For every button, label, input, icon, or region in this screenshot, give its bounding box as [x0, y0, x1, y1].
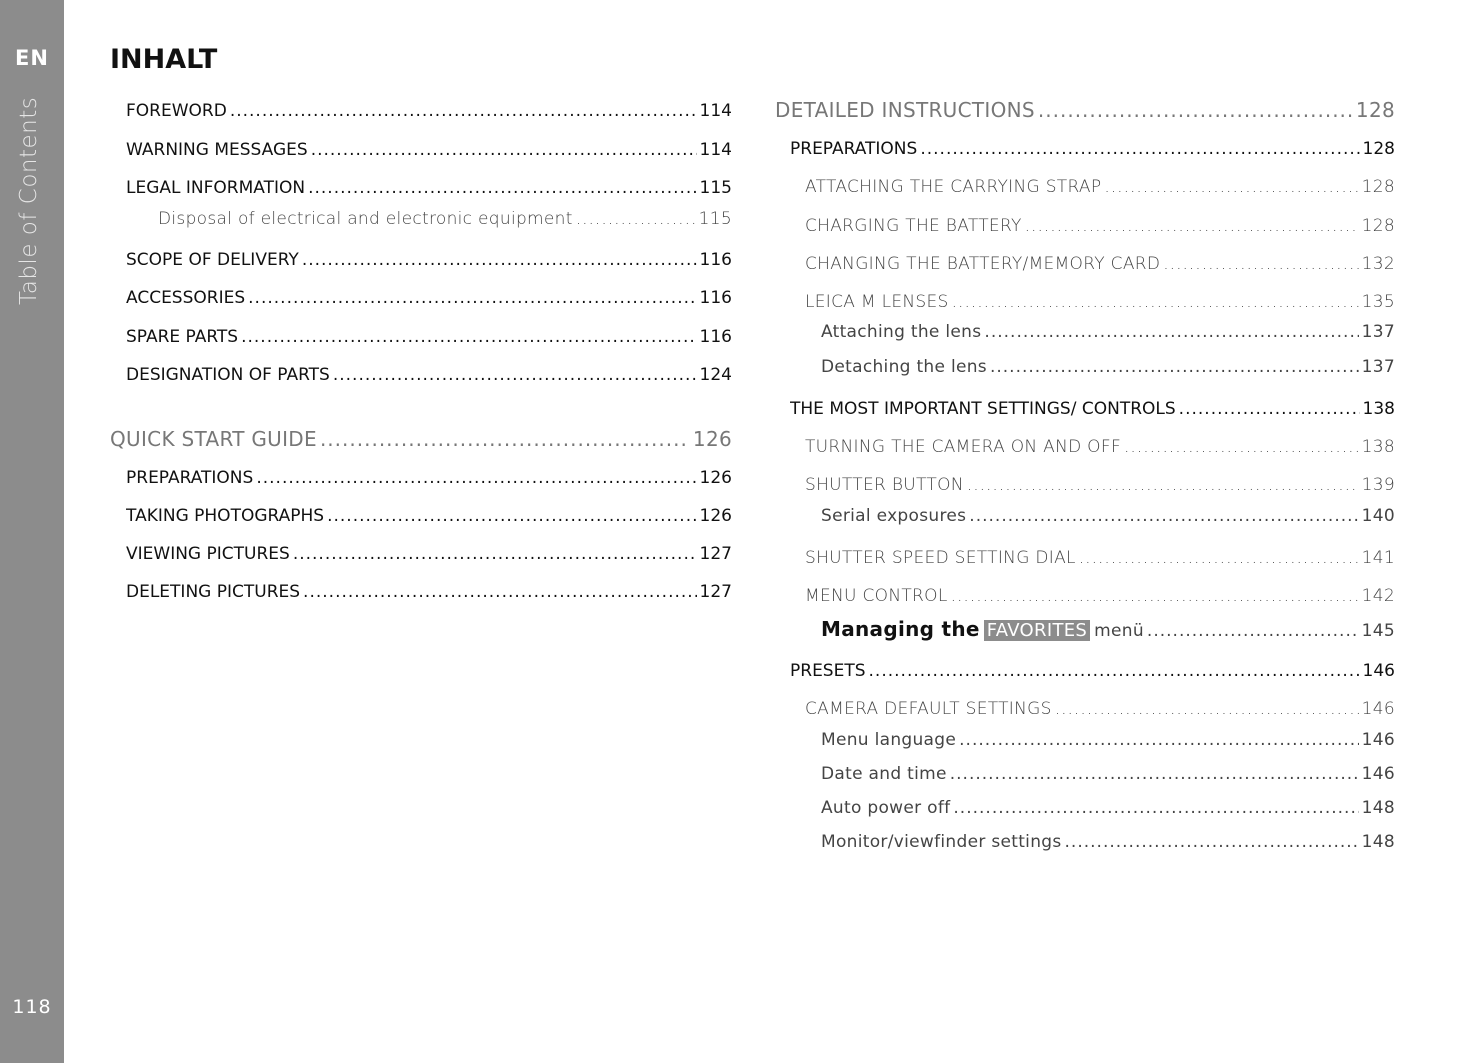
toc-entry-page: 145: [1361, 621, 1395, 641]
toc-entry-taking-photographs[interactable]: [126, 506, 732, 526]
toc-entry-carrying-strap[interactable]: [805, 177, 1395, 197]
toc-entry-page: 142: [1361, 586, 1395, 606]
toc-entry-page: 128: [1355, 98, 1395, 122]
toc-entry-page: 146: [1361, 730, 1395, 750]
toc-section-detailed-instructions[interactable]: [775, 98, 1395, 122]
leader-dots: [293, 544, 697, 564]
leader-dots: [311, 140, 697, 160]
leader-dots: [241, 327, 696, 347]
leader-dots: [990, 357, 1359, 377]
toc-entry-menu-language[interactable]: [821, 730, 1395, 750]
toc-entry-page: 128: [1362, 139, 1395, 159]
toc-entry-label: VIEWING PICTURES: [126, 544, 290, 564]
toc-entry-designation-of-parts[interactable]: [126, 365, 732, 385]
leader-dots: [230, 101, 697, 121]
toc-entry-spare-parts[interactable]: [126, 327, 732, 347]
toc-entry-label: WARNING MESSAGES: [126, 140, 308, 160]
toc-entry-page: 114: [699, 101, 732, 121]
leader-dots: [967, 475, 1359, 495]
toc-entry-preparations[interactable]: [790, 139, 1395, 159]
toc-entry-page: 139: [1361, 475, 1395, 495]
toc-entry-page: 140: [1361, 506, 1395, 526]
leader-dots: [333, 365, 697, 385]
leader-dots: [327, 506, 696, 526]
toc-entry-foreword[interactable]: [126, 101, 732, 121]
toc-entry-label: Monitor/viewfinder settings: [821, 832, 1062, 852]
leader-dots: [952, 292, 1359, 312]
leader-dots: [1163, 254, 1358, 274]
toc-entry-label: Menu language: [821, 730, 957, 750]
sidebar: [0, 0, 64, 1063]
toc-entry-label: PRESETS: [790, 661, 866, 681]
toc-entry-page: 141: [1361, 548, 1395, 568]
toc-entry-label: [821, 617, 1144, 641]
toc-entry-page: 126: [699, 468, 732, 488]
toc-entry-label: SPARE PARTS: [126, 327, 239, 347]
toc-entry-label: LEGAL INFORMATION: [126, 178, 306, 198]
toc-entry-page: 132: [1361, 254, 1395, 274]
leader-dots: [1065, 832, 1359, 852]
leader-dots: [869, 661, 1360, 681]
favorites-suffix: menü: [1094, 621, 1144, 641]
leader-dots: [1055, 699, 1359, 719]
toc-entry-label: Attaching the lens: [821, 322, 982, 342]
toc-entry-shutter-speed-dial[interactable]: [805, 548, 1395, 568]
toc-entry-label: DELETING PICTURES: [126, 582, 301, 602]
toc-entry-presets[interactable]: [790, 661, 1395, 681]
toc-entry-page: 126: [692, 427, 732, 451]
toc-entry-page: 114: [699, 140, 732, 160]
toc-entry-label: Date and time: [821, 764, 947, 784]
leader-dots: [951, 586, 1359, 606]
toc-entry-label: Disposal of electrical and electronic equipment: [158, 209, 573, 229]
toc-entry-viewing-pictures[interactable]: [126, 544, 732, 564]
toc-entry-date-and-time[interactable]: [821, 764, 1395, 784]
leader-dots: [1124, 437, 1359, 457]
toc-entry-label: DETAILED INSTRUCTIONS: [775, 98, 1035, 122]
leader-dots: [248, 288, 696, 308]
toc-entry-changing-battery-card[interactable]: [805, 254, 1395, 274]
toc-entry-page: 146: [1362, 661, 1395, 681]
leader-dots: [256, 468, 696, 488]
toc-entry-page: 146: [1361, 699, 1395, 719]
leader-dots: [320, 427, 690, 451]
leader-dots: [1038, 98, 1353, 122]
page-number: 118: [12, 996, 52, 1018]
toc-entry-label: CHANGING THE BATTERY/MEMORY CARD: [805, 254, 1161, 274]
toc-entry-page: 138: [1361, 437, 1395, 457]
toc-entry-page: 116: [699, 288, 732, 308]
toc-entry-attaching-lens[interactable]: [821, 322, 1395, 342]
toc-entry-page: 128: [1361, 177, 1395, 197]
toc-entry-preparations[interactable]: [126, 468, 732, 488]
toc-entry-label: Detaching the lens: [821, 357, 987, 377]
toc-entry-legal-information[interactable]: [126, 178, 732, 198]
toc-entry-page: 126: [699, 506, 732, 526]
leader-dots: [1179, 399, 1360, 419]
toc-entry-leica-m-lenses[interactable]: [805, 292, 1395, 312]
toc-entry-page: 128: [1361, 216, 1395, 236]
toc-entry-page: 138: [1362, 399, 1395, 419]
toc-entry-important-settings[interactable]: [790, 399, 1395, 419]
toc-entry-page: 148: [1361, 832, 1395, 852]
toc-entry-detaching-lens[interactable]: [821, 357, 1395, 377]
leader-dots: [950, 764, 1359, 784]
favorites-prefix: Managing the: [821, 617, 980, 641]
leader-dots: [969, 506, 1358, 526]
page-title: INHALT: [110, 44, 218, 75]
leader-dots: [308, 178, 696, 198]
toc-entry-auto-power-off[interactable]: [821, 798, 1395, 818]
toc-entry-page: 116: [699, 250, 732, 270]
leader-dots: [953, 798, 1358, 818]
toc-entry-serial-exposures[interactable]: [821, 506, 1395, 526]
section-label: Table of Contents: [16, 96, 42, 305]
toc-entry-label: ATTACHING THE CARRYING STRAP: [805, 177, 1102, 197]
toc-entry-label: TURNING THE CAMERA ON AND OFF: [805, 437, 1122, 457]
toc-entry-label: TAKING PHOTOGRAPHS: [126, 506, 325, 526]
toc-entry-warning-messages[interactable]: [126, 140, 732, 160]
toc-entry-managing-favorites[interactable]: [821, 617, 1395, 641]
toc-entry-page: 137: [1361, 357, 1395, 377]
toc-entry-label: DESIGNATION OF PARTS: [126, 365, 330, 385]
favorites-badge: FAVORITES: [984, 620, 1090, 641]
toc-entry-label: THE MOST IMPORTANT SETTINGS/ CONTROLS: [790, 399, 1176, 419]
toc-entry-label: MENU CONTROL: [805, 586, 948, 606]
toc-entry-camera-default-settings[interactable]: [805, 699, 1395, 719]
toc-entry-accessories[interactable]: [126, 288, 732, 308]
toc-entry-page: 124: [699, 365, 732, 385]
toc-entry-label: FOREWORD: [126, 101, 227, 121]
leader-dots: [1104, 177, 1358, 197]
toc-entry-page: 115: [698, 209, 732, 229]
leader-dots: [1025, 216, 1359, 236]
toc-entry-page: 127: [699, 544, 732, 564]
toc-entry-label: SCOPE OF DELIVERY: [126, 250, 299, 270]
toc-entry-label: SHUTTER SPEED SETTING DIAL: [805, 548, 1076, 568]
toc-entry-label: QUICK START GUIDE: [110, 427, 317, 451]
toc-entry-page: 115: [699, 178, 732, 198]
toc-entry-page: 116: [699, 327, 732, 347]
toc-section-quick-start-guide[interactable]: [110, 427, 732, 451]
toc-entry-label: Auto power off: [821, 798, 951, 818]
toc-entry-shutter-button[interactable]: [805, 475, 1395, 495]
toc-entry-page: 146: [1361, 764, 1395, 784]
toc-entry-page: 137: [1361, 322, 1395, 342]
toc-entry-label: ACCESSORIES: [126, 288, 246, 308]
toc-entry-monitor-viewfinder[interactable]: [821, 832, 1395, 852]
toc-entry-page: 127: [699, 582, 732, 602]
toc-entry-disposal[interactable]: [158, 209, 732, 229]
leader-dots: [303, 582, 697, 602]
leader-dots: [576, 209, 696, 229]
toc-entry-label: CHARGING THE BATTERY: [805, 216, 1022, 236]
leader-dots: [302, 250, 697, 270]
toc-entry-page: 135: [1361, 292, 1395, 312]
toc-entry-charging-battery[interactable]: [805, 216, 1395, 236]
toc-entry-scope-of-delivery[interactable]: [126, 250, 732, 270]
leader-dots: [1147, 621, 1359, 641]
toc-entry-menu-control[interactable]: [805, 586, 1395, 606]
toc-entry-deleting-pictures[interactable]: [126, 582, 732, 602]
toc-entry-label: SHUTTER BUTTON: [805, 475, 964, 495]
leader-dots: [1079, 548, 1359, 568]
toc-entry-label: Serial exposures: [821, 506, 967, 526]
toc-entry-label: LEICA M LENSES: [805, 292, 949, 312]
toc-entry-turning-camera-on-off[interactable]: [805, 437, 1395, 457]
leader-dots: [984, 322, 1358, 342]
toc-entry-page: 148: [1361, 798, 1395, 818]
toc-entry-label: CAMERA DEFAULT SETTINGS: [805, 699, 1052, 719]
language-indicator: EN: [15, 46, 49, 70]
toc-entry-label: PREPARATIONS: [790, 139, 918, 159]
leader-dots: [920, 139, 1359, 159]
leader-dots: [959, 730, 1359, 750]
toc-entry-label: PREPARATIONS: [126, 468, 254, 488]
